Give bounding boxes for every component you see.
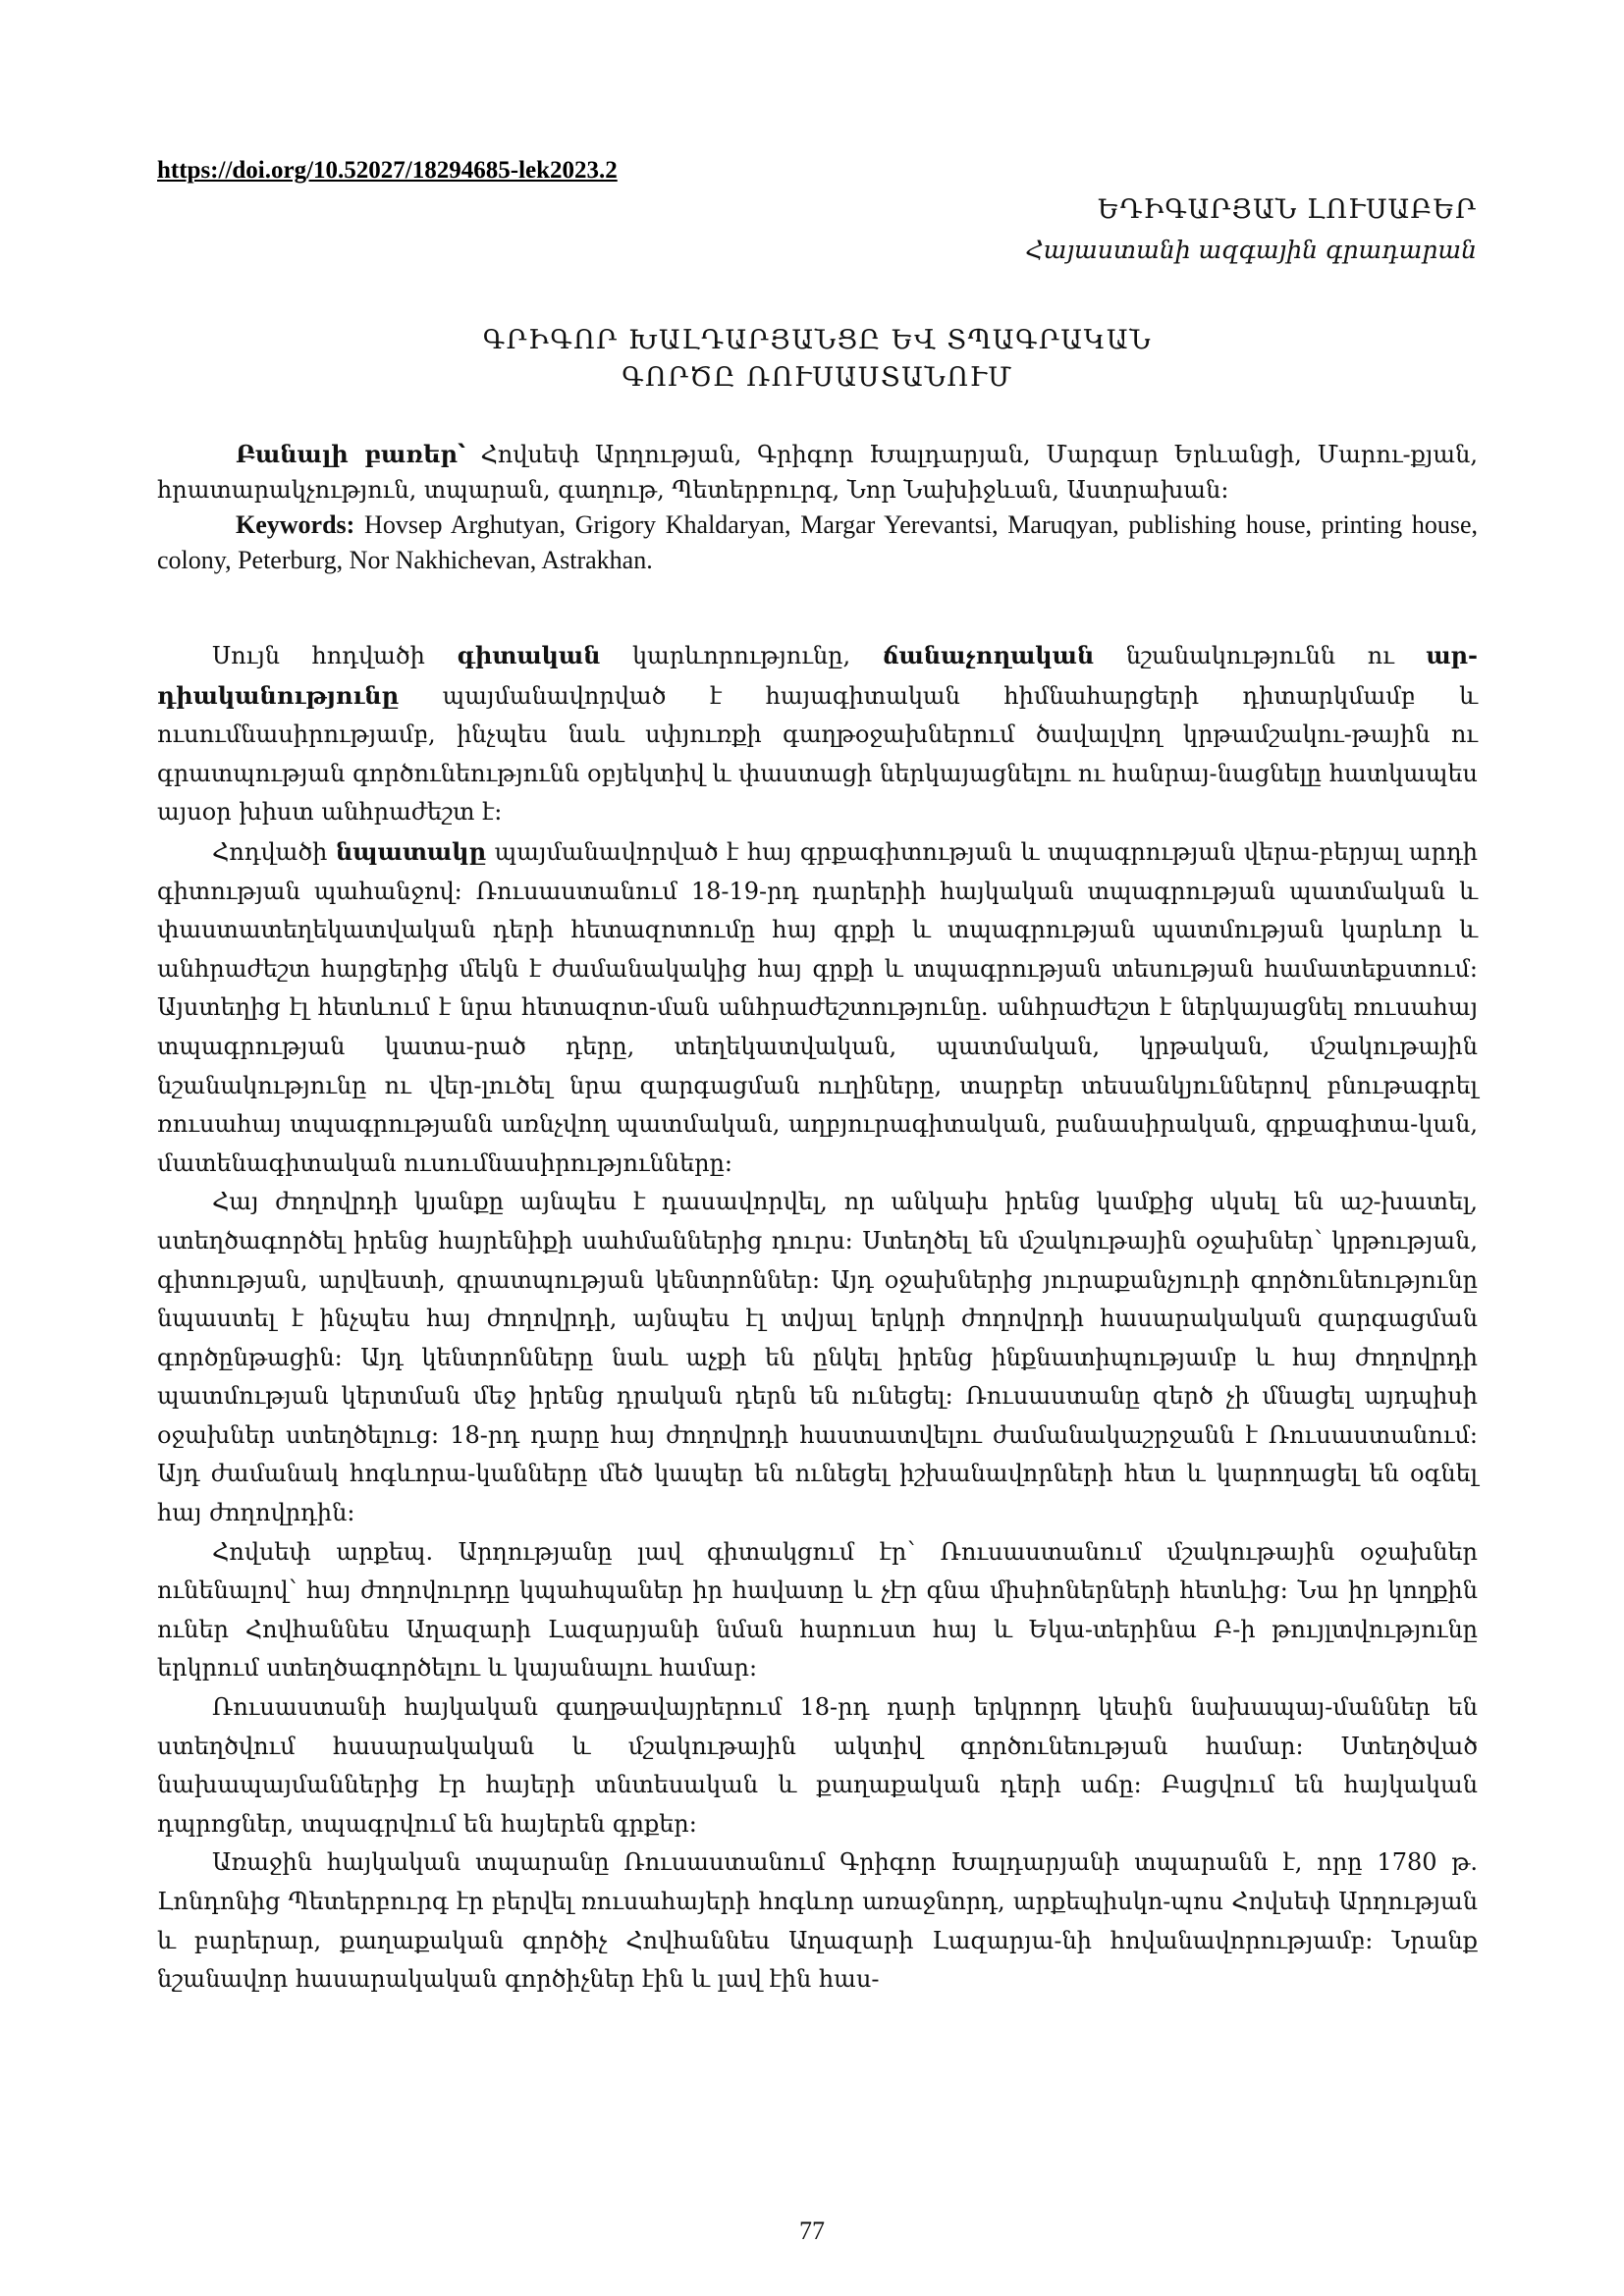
p1-text-a: Սույն հոդվածի (212, 642, 458, 669)
paragraph-5: Ռուսաստանի հայկական գաղթավայրերում 18-րդ դարի երկրորդ կեսին նախապայ-մաններ են ստեղծվում հասարակական և մշակութային ակտիվ գործունեության համար: Ստեղծված նախապայմաններից էր հայերի տնտեսական և քաղաքական դերի աճը: Բացվում են հայկական դպրոցներ, տպագրվում են հայերեն գրքեր: (157, 1693, 1478, 1838)
keywords-en-text: Hovsep Arghutyan, Grigory Khaldaryan, Margar Yerevantsi, Maruqyan, publishing house, printing house, colony, Peterburg, Nor Nakhichevan, Astrakhan. (157, 510, 1478, 574)
article-title-line-1: ԳՐԻԳՈՐ ԽԱԼԴԱՐՅԱՆՑԸ ԵՎ ՏՊԱԳՐԱԿԱՆ (482, 325, 1153, 355)
p2-text-a: Հոդվածի (212, 837, 336, 866)
keywords-en-label: Keywords: (236, 510, 355, 539)
article-title-line-2: ԳՈՐԾԸ ՌՈՒՍԱՍՏԱՆՈՒՄ (622, 362, 1013, 393)
author-affiliation: Հայաստանի ազգային գրադարան (1025, 236, 1477, 264)
keywords-hy-label: Բանալի բառեր՝ (236, 440, 465, 468)
paragraph-4: Հովսեփ արքեպ. Արղությանը լավ գիտակցում էր՝ Ռուսաստանում մշակութային օջախներ ունենալով՝ հայ ժողովուրդը կպահպաներ իր հավատը և չէր գնա միսիոներների հետևից: Նա իր կողքին ուներ Հովհաննես Աղազարի Լազարյանի նման հարուստ հայ և Եկա-տերինա Բ-ի թույլտվությունը երկրում ստեղծագործելու և կայանալու համար: (157, 1537, 1478, 1682)
p1-bold-relevance: ար-դիականությունը (157, 641, 1478, 710)
p1-bold-cognitive: ճանաչողական (882, 641, 1095, 669)
p1-bold-scientific: գիտական (457, 641, 601, 669)
p1-text-c: կարևորությունը, (600, 642, 883, 669)
p2-text-c: պայմանավորված է հայ գրքագիտության և տպագրության վերա-բերյալ արդի գիտության պահանջով: Ռուսաստանում 18-19-րդ դարերիի հայկական տպագրության պատմական և փաստատեղեկատվական դերի հետազոտումը հայ գրքի և տպագրության պատմության կարևոր և անհրաժեշտ հարցերից մեկն է ժամանակակից հայ գրքի և տպագրության տեսության համատեքստում: Այստեղից էլ հետևում է նրա հետազոտ-ման անհրաժեշտությունը. անհրաժեշտ է ներկայացնել ռուսահայ տպագրության կատա-րած դերը, տեղեկատվական, պատմական, կրթական, մշակութային նշանակությունը ու վեր-լուծել նրա զարգացման ուղիները, տարբեր տեսանկյուններով բնութագրել ռուսահայ տպագրությանն առնչվող պատմական, աղբյուրագիտական, բանասիրական, գրքագիտա-կան, մատենագիտական ուսումնասիրությունները: (157, 837, 1479, 1177)
paragraph-2 (157, 832, 1478, 1183)
p2-bold-aim: նպատակը (335, 836, 487, 866)
paragraph-3: Հայ ժողովրդի կյանքը այնպես է դասավորվել, որ անկախ իրենց կամքից սկսել են աշ-խատել, ստեղծագործել իրենց հայրենիքի սահմաններից դուրս: Ստեղծել են մշակութային օջախներ՝ կրթության, գիտության, արվեստի, գրատպության կենտրոններ: Այդ օջախներից յուրաքանչյուրի գործունեությունը նպաստել է ինչպես հայ ժողովրդի, այնպես էլ տվյալ երկրի ժողովրդի հասարակական զարգացման գործընթացին: Այդ կենտրոնները նաև աչքի են ընկել իրենց ինքնատիպությամբ և հայ ժողովրդի պատմության կերտման մեջ իրենց դրական դերն են ունեցել: Ռուսաստանը զերծ չի մնացել այդպիսի օջախներ ստեղծելուց: 18-րդ դարը հայ ժողովրդի հաստատվելու ժամանակաշրջանն է Ռուսաստանում: Այդ ժամանակ հոգևորա-կանները մեծ կապեր են ունեցել իշխանավորների հետ և կարողացել են օգնել հայ ժողովրդին: (157, 1188, 1478, 1527)
keywords-block (157, 437, 1478, 578)
p1-text-e: պայմանավորված է հայագիտական հիմնահարցերի դիտարկմամբ և ուսումնասիրությամբ, ինչպես նաև սփյուռքի գաղթօջախներում ծավալվող կրթամշակու-թային ու գրատպության գործունեությունն օբյեկտիվ և փաստացի ներկայացնելու ու հանրայ-նացնելը հատկապես այսօր խիստ անհրաժեշտ է: (157, 681, 1478, 827)
keywords-armenian (157, 437, 1478, 507)
paragraph-6: Առաջին հայկական տպարանը Ռուսաստանում Գրիգոր Խալդարյանի տպարանն է, որը 1780 թ. Լոնդոնից Պետերբուրգ էր բերվել ռուսահայերի հոգևոր առաջնորդ, արքեպիսկո-պոս Հովսեփ Արղության և բարերար, քաղաքական գործիչ Հովհաննես Աղազարի Լազարյա-նի հովանավորությամբ: Նրանք նշանավոր հասարակական գործիչներ էին և լավ էին հաս- (157, 1848, 1478, 1994)
p1-text-d: նշանակությունն ու (1094, 642, 1427, 669)
page-number: 77 (799, 2216, 825, 2245)
paragraph-1 (157, 636, 1478, 832)
keywords-english (157, 507, 1478, 578)
keywords-hy-text: Հովսեփ Արղության, Գրիգոր Խալդարյան, Մարգար Երևանցի, Մարու-քյան, հրատարակչություն, տպարան, գաղութ, Պետերբուրգ, Նոր Նախիջևան, Աստրախան: (157, 441, 1478, 504)
author-name: ԵԴԻԳԱՐՅԱՆ ԼՈՒՍԱԲԵՐ (1097, 194, 1477, 225)
doi-link[interactable]: https://doi.org/10.52027/18294685-lek2023.2 (157, 157, 618, 184)
article-body (157, 636, 1478, 2000)
